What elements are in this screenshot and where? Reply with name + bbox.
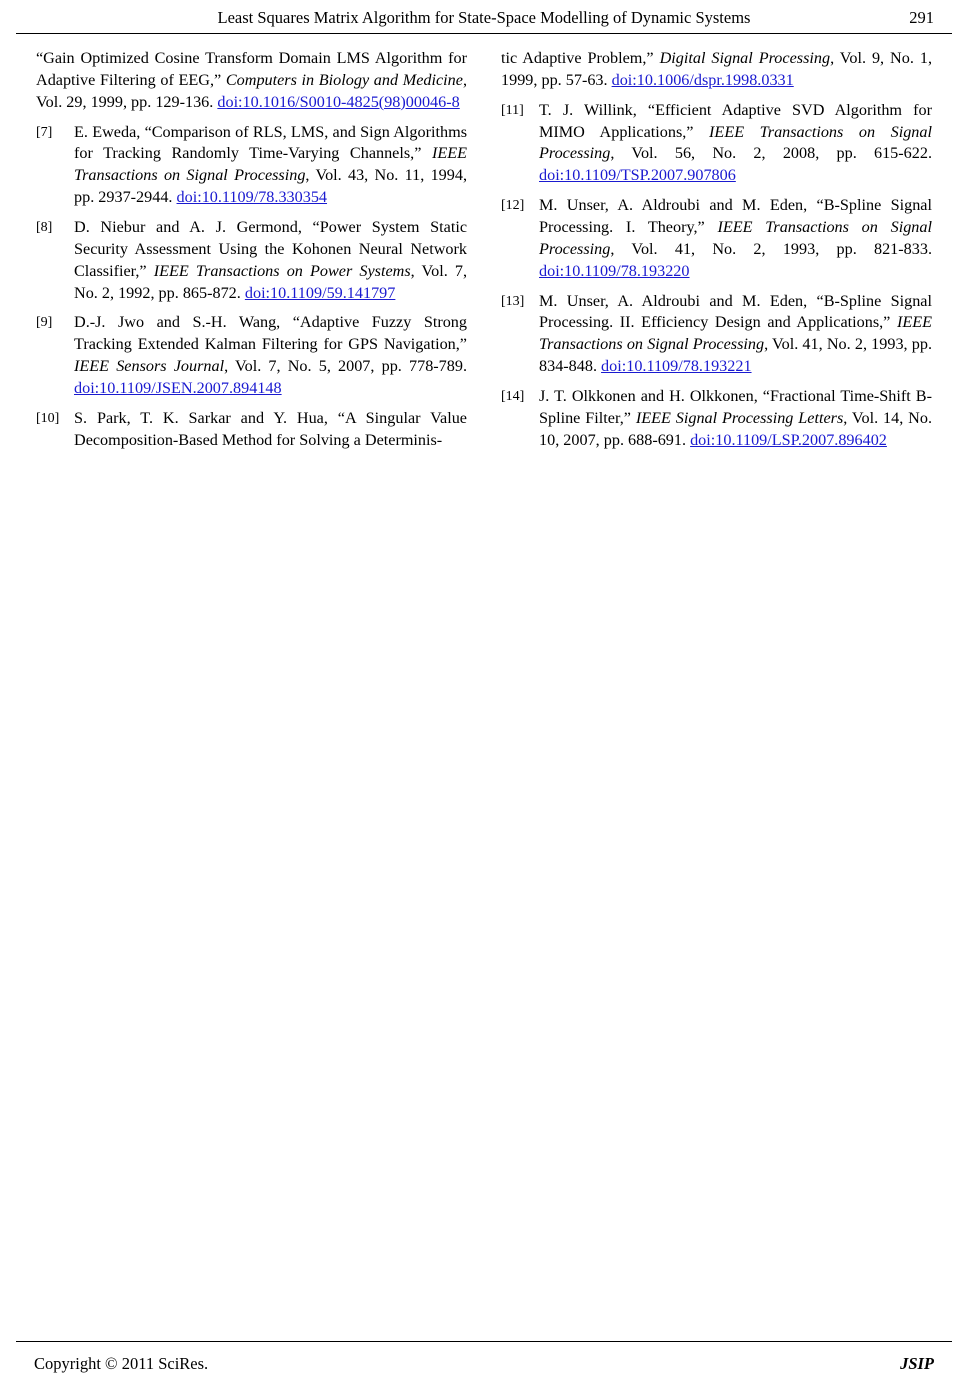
reference-entry [501,100,932,187]
doi-link[interactable]: doi:10.1109/JSEN.2007.894148 [74,379,282,398]
reference-text-run: , Vol. 14, No. 10, 2007, pp. 688-691. [539,408,932,449]
reference-entry [501,195,932,282]
reference-entry [501,386,932,452]
footer-rule [16,1341,952,1342]
doi-link[interactable]: doi:10.1109/TSP.2007.907806 [539,166,736,185]
reference-column-right [501,48,932,460]
reference-text-run: , Vol. 7, No. 5, 2007, pp. 778-789. [224,357,468,376]
reference-text [539,291,932,378]
reference-number: [11] [501,102,524,118]
page-footer [34,1354,934,1374]
reference-text-run: E. Eweda, “Comparison of RLS, LMS, and Sign Algorithms for Tracking Randomly Time-Varying Channels,” [74,122,467,163]
doi-link[interactable]: doi:10.1006/dspr.1998.0331 [611,70,794,89]
reference-text-run: T. J. Willink, “Efficient Adaptive SVD Algorithm for MIMO Applications,” [539,100,932,141]
reference-column-left [36,48,467,460]
reference-text [36,48,467,114]
reference-text-run: , Vol. 29, 1999, pp. 129-136. [36,70,467,111]
reference-source-title: IEEE Transactions on Power Systems [153,261,411,280]
doi-link[interactable]: doi:10.1016/S0010-4825(98)00046-8 [217,92,460,111]
doi-link[interactable]: doi:10.1109/78.330354 [176,188,328,207]
reference-entry [36,217,467,304]
doi-link[interactable]: doi:10.1109/78.193220 [539,261,690,280]
reference-text-run: tic Adaptive Problem,” [501,49,660,67]
journal-abbreviation: JSIP [900,1354,934,1373]
reference-text-run: , Vol. 56, No. 2, 2008, pp. 615-622. [610,144,932,163]
reference-number: [14] [501,389,525,405]
reference-number: [10] [36,410,60,426]
reference-text-run: D.-J. Jwo and S.-H. Wang, “Adaptive Fuzzy Strong Tracking Extended Kalman Filtering for GPS Navigation,” [74,313,467,354]
doi-link[interactable]: doi:10.1109/78.193221 [601,357,752,376]
reference-text-run: J. T. Olkkonen and H. Olkkonen, “Fractional Time-Shift B-Spline Filter,” [539,387,932,427]
reference-text-run: , Vol. 43, No. 11, 1994, pp. 2937-2944. [74,166,467,207]
reference-source-title: Digital Signal Processing [659,49,831,67]
doi-link[interactable]: doi:10.1109/59.141797 [244,283,396,302]
reference-text [74,122,467,209]
copyright-text: Copyright © 2011 SciRes. [34,1354,209,1373]
reference-text [74,408,467,452]
reference-number: [12] [501,198,525,214]
reference-number: [13] [501,293,525,309]
reference-source-title: IEEE Sensors Journal [74,357,225,376]
reference-source-title: Computers in Biology and Medicine [225,70,463,89]
running-head [0,0,968,40]
reference-source-title: IEEE Transactions on Signal Processing [74,144,467,185]
reference-text-run: , Vol. 41, No. 2, 1993, pp. 821-833. [610,239,932,258]
reference-text-run: M. Unser, A. Aldroubi and M. Eden, “B-Spline Signal Processing. I. Theory,” [539,196,932,237]
reference-text [74,312,467,399]
reference-text-run: , Vol. 7, No. 2, 1992, pp. 865-872. [74,261,467,302]
reference-text-run: “Gain Optimized Cosine Transform Domain LMS Algorithm for Adaptive Filtering of EEG,” [36,49,467,89]
reference-text [501,48,932,92]
reference-entry [501,48,932,92]
reference-source-title: IEEE Transactions on Signal Processing [539,218,932,258]
reference-text-run: M. Unser, A. Aldroubi and M. Eden, “B-Spline Signal Processing. II. Efficiency Design and Applications,” [539,291,932,332]
doi-link[interactable]: doi:10.1109/LSP.2007.896402 [690,430,887,449]
page-number: 291 [909,8,934,27]
reference-source-title: IEEE Transactions on Signal Processing [539,313,932,354]
reference-text [74,217,467,304]
header-rule [16,33,952,34]
reference-text-run: , Vol. 9, No. 1, 1999, pp. 57-63. [501,49,932,89]
reference-number: [7] [36,124,53,140]
reference-number: [9] [36,315,53,331]
reference-source-title: IEEE Transactions on Signal Processing [539,122,932,163]
reference-text-run: , Vol. 41, No. 2, 1993, pp. 834-848. [539,335,932,376]
reference-text-run: S. Park, T. K. Sarkar and Y. Hua, “A Singular Value Decomposition-Based Method for Solving a Determinis- [74,408,467,449]
reference-columns [36,48,932,460]
reference-source-title: IEEE Signal Processing Letters [635,408,844,427]
running-head-title: Least Squares Matrix Algorithm for State-Space Modelling of Dynamic Systems [217,8,751,27]
reference-text [539,386,932,452]
reference-entry [501,291,932,378]
reference-text [539,100,932,187]
reference-entry [36,48,467,114]
reference-number: [8] [36,220,53,236]
reference-entry [36,408,467,452]
reference-entry [36,312,467,399]
reference-entry [36,122,467,209]
reference-text-run: D. Niebur and A. J. Germond, “Power System Static Security Assessment Using the Kohonen Neural Network Classifier,” [74,218,467,280]
reference-text [539,195,932,282]
